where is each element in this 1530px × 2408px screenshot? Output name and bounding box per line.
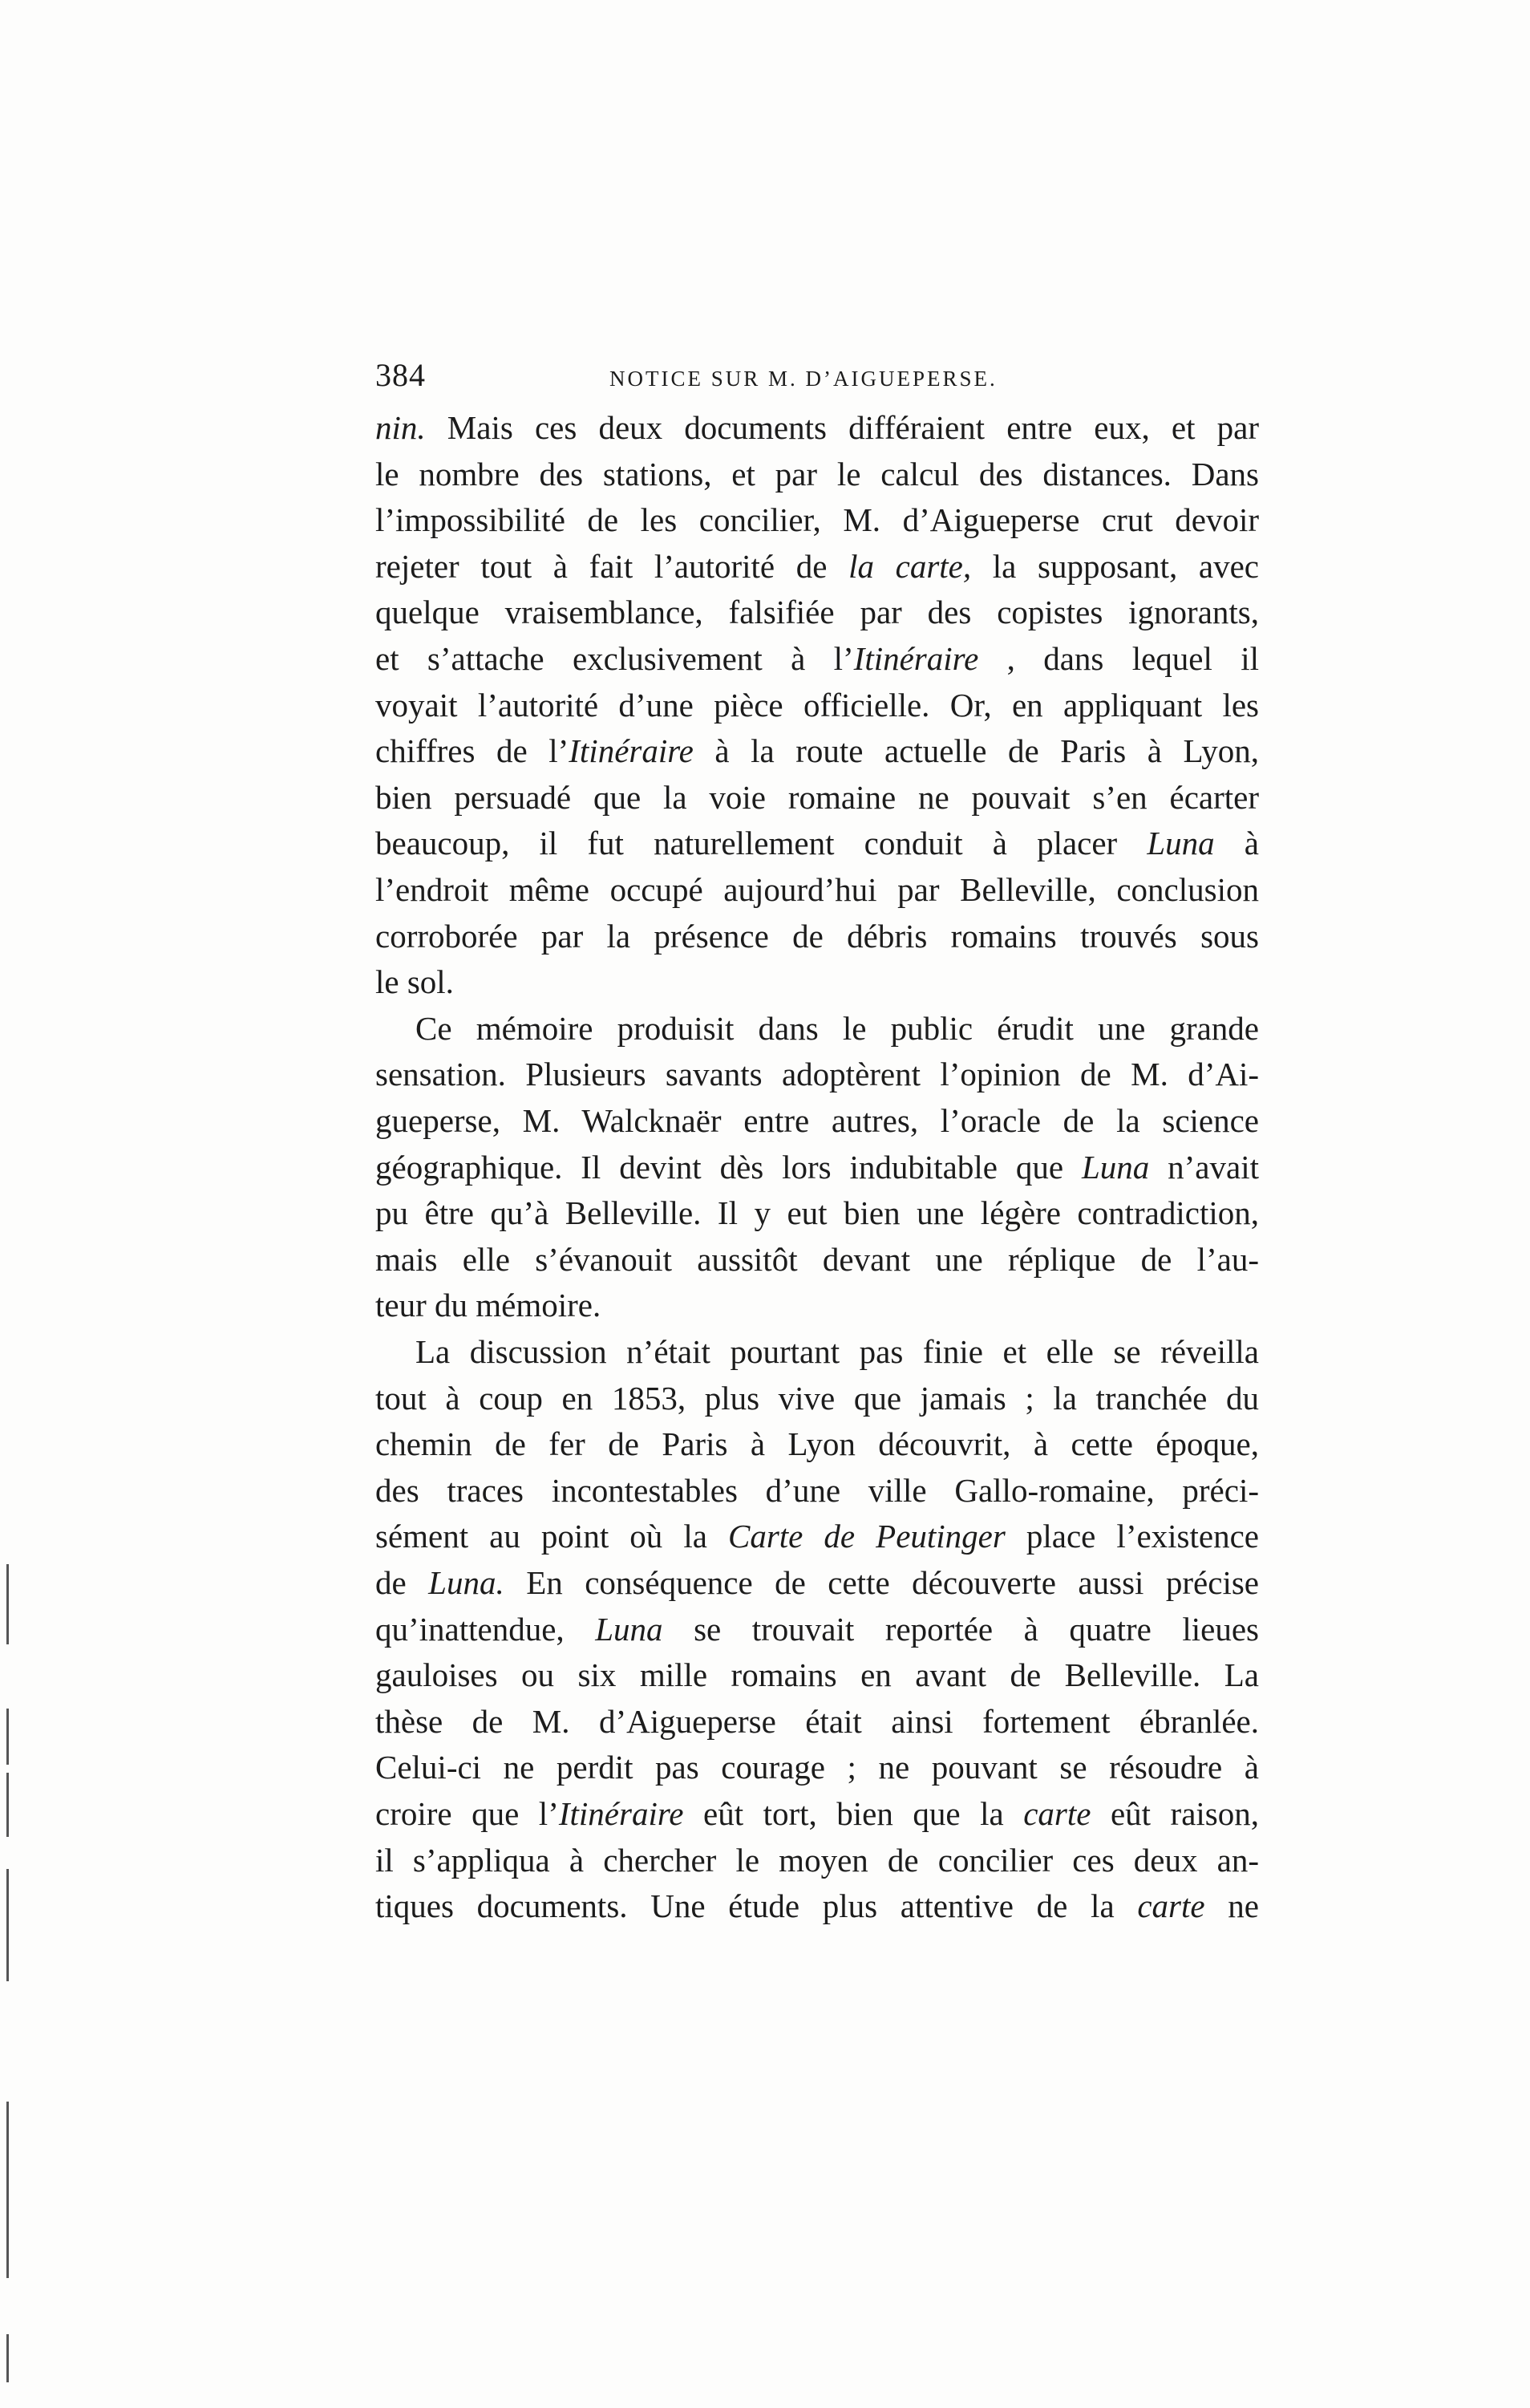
text-line: [375, 1607, 1259, 1651]
text-line: [375, 452, 1259, 496]
text-segment: teur du mémoire.: [375, 1287, 601, 1324]
text-line: [375, 868, 1259, 911]
italic-segment: Luna: [1081, 1149, 1150, 1186]
text-line: [415, 1007, 1259, 1050]
text-line: [375, 1653, 1259, 1697]
text-segment: , dans lequel il: [978, 640, 1259, 677]
text-segment: gauloises ou six mille romains en avant de Belleville. La: [375, 1656, 1259, 1693]
italic-segment: Luna: [1147, 825, 1215, 861]
text-segment: sensation. Plusieurs savants adoptèrent l’opinion de M. d’Ai-: [375, 1056, 1259, 1093]
text-line: [375, 1700, 1259, 1743]
text-segment: tiques documents. Une étude plus attentive de la: [375, 1887, 1138, 1924]
text-segment: des traces incontestables d’une ville Gallo-romaine, préci-: [375, 1472, 1259, 1509]
text-line: [375, 821, 1259, 865]
text-line: [375, 1145, 1259, 1189]
scan-mark: [6, 1869, 9, 1981]
text-segment: voyait l’autorité d’une pièce officielle. Or, en appliquant les: [375, 687, 1259, 724]
text-segment: place l’existence: [1005, 1518, 1260, 1555]
text-segment: l’endroit même occupé aujourd’hui par Belleville, conclusion: [375, 871, 1259, 908]
text-segment: La discussion n’était pourtant pas finie et elle se réveilla: [415, 1333, 1259, 1370]
text-segment: la supposant, avec: [971, 548, 1259, 585]
text-segment: géographique. Il devint dès lors indubitable que: [375, 1149, 1082, 1186]
text-segment: à la route actuelle de Paris à Lyon,: [693, 732, 1259, 769]
text-line: [375, 776, 1259, 819]
text-line: [375, 1514, 1259, 1558]
text-segment: Mais ces deux documents différaient entre eux, et par: [425, 409, 1259, 446]
text-line: [375, 1376, 1259, 1420]
text-line: [375, 1052, 1259, 1096]
text-segment: qu’inattendue,: [375, 1611, 596, 1648]
scan-mark: [6, 1773, 9, 1837]
text-line: [375, 1884, 1259, 1928]
text-line: [375, 1099, 1259, 1142]
scan-mark: [6, 2334, 9, 2382]
text-line: [375, 1838, 1259, 1882]
text-segment: pu être qu’à Belleville. Il y eut bien une légère contradiction,: [375, 1194, 1259, 1231]
italic-segment: nin.: [375, 409, 426, 446]
text-segment: tout à coup en 1853, plus vive que jamais ; la tranchée du: [375, 1380, 1259, 1417]
text-line: [375, 914, 1259, 958]
text-segment: croire que l’: [375, 1795, 559, 1832]
text-segment: se trouvait reportée à quatre lieues: [662, 1611, 1259, 1648]
text-segment: ne: [1204, 1887, 1259, 1924]
text-line: [375, 1561, 1259, 1604]
italic-segment: Luna: [595, 1611, 663, 1648]
text-line: [375, 1792, 1259, 1835]
text-segment: sément au point où la: [375, 1518, 728, 1555]
text-segment: chemin de fer de Paris à Lyon découvrit, à cette époque,: [375, 1425, 1259, 1462]
text-line: [375, 1283, 1259, 1327]
text-segment: En conséquence de cette découverte aussi précise: [504, 1564, 1259, 1601]
running-head: NOTICE SUR M. D’AIGUEPERSE.: [609, 367, 998, 391]
text-segment: eût tort, bien que la: [683, 1795, 1024, 1832]
text-line: [375, 1422, 1259, 1465]
text-line: [375, 1469, 1259, 1512]
italic-segment: Itinéraire: [558, 1795, 684, 1832]
text-segment: thèse de M. d’Aigueperse était ainsi fortement ébranlée.: [375, 1703, 1259, 1740]
text-line: [415, 1330, 1259, 1373]
italic-segment: la carte,: [848, 548, 972, 585]
page-number: 384: [375, 357, 426, 393]
text-line: [375, 1238, 1259, 1281]
text-line: [375, 1745, 1259, 1789]
scan-mark: [6, 1709, 9, 1765]
italic-segment: carte: [1137, 1887, 1205, 1924]
text-segment: mais elle s’évanouit aussitôt devant une réplique de l’au-: [375, 1241, 1259, 1278]
text-line: [375, 637, 1259, 680]
text-line: [375, 683, 1259, 727]
text-segment: de: [375, 1564, 429, 1601]
text-line: [375, 1191, 1259, 1234]
text-line: [375, 590, 1259, 634]
text-segment: à: [1214, 825, 1259, 861]
italic-segment: carte: [1023, 1795, 1091, 1832]
text-segment: eût raison,: [1091, 1795, 1259, 1832]
text-segment: Celui-ci ne perdit pas courage ; ne pouvant se résoudre à: [375, 1749, 1259, 1786]
italic-segment: Luna.: [428, 1564, 504, 1601]
text-line: [375, 498, 1259, 541]
text-segment: rejeter tout à fait l’autorité de: [375, 548, 849, 585]
text-line: [375, 960, 1259, 1003]
text-segment: le sol.: [375, 963, 454, 1000]
text-segment: il s’appliqua à chercher le moyen de concilier ces deux an-: [375, 1842, 1259, 1879]
text-segment: Ce mémoire produisit dans le public érudit une grande: [415, 1010, 1259, 1047]
text-segment: quelque vraisemblance, falsifiée par des copistes ignorants,: [375, 594, 1259, 630]
text-line: [375, 406, 1259, 449]
text-segment: chiffres de l’: [375, 732, 569, 769]
scan-mark: [6, 2102, 9, 2278]
text-segment: bien persuadé que la voie romaine ne pouvait s’en écarter: [375, 779, 1259, 816]
text-segment: n’avait: [1149, 1149, 1259, 1186]
text-segment: l’impossibilité de les concilier, M. d’Aigueperse crut devoir: [375, 501, 1259, 538]
text-segment: et s’attache exclusivement à l’: [375, 640, 854, 677]
italic-segment: Itinéraire: [569, 732, 694, 769]
text-segment: le nombre des stations, et par le calcul des distances. Dans: [375, 456, 1259, 493]
text-segment: corroborée par la présence de débris romains trouvés sous: [375, 918, 1259, 955]
scan-mark: [6, 1564, 9, 1644]
italic-segment: Carte de Peutinger: [727, 1518, 1006, 1555]
text-line: [375, 545, 1259, 588]
text-segment: gueperse, M. Walcknaër entre autres, l’oracle de la science: [375, 1102, 1259, 1139]
text-segment: beaucoup, il fut naturellement conduit à placer: [375, 825, 1148, 861]
text-line: [375, 729, 1259, 772]
italic-segment: Itinéraire: [853, 640, 979, 677]
